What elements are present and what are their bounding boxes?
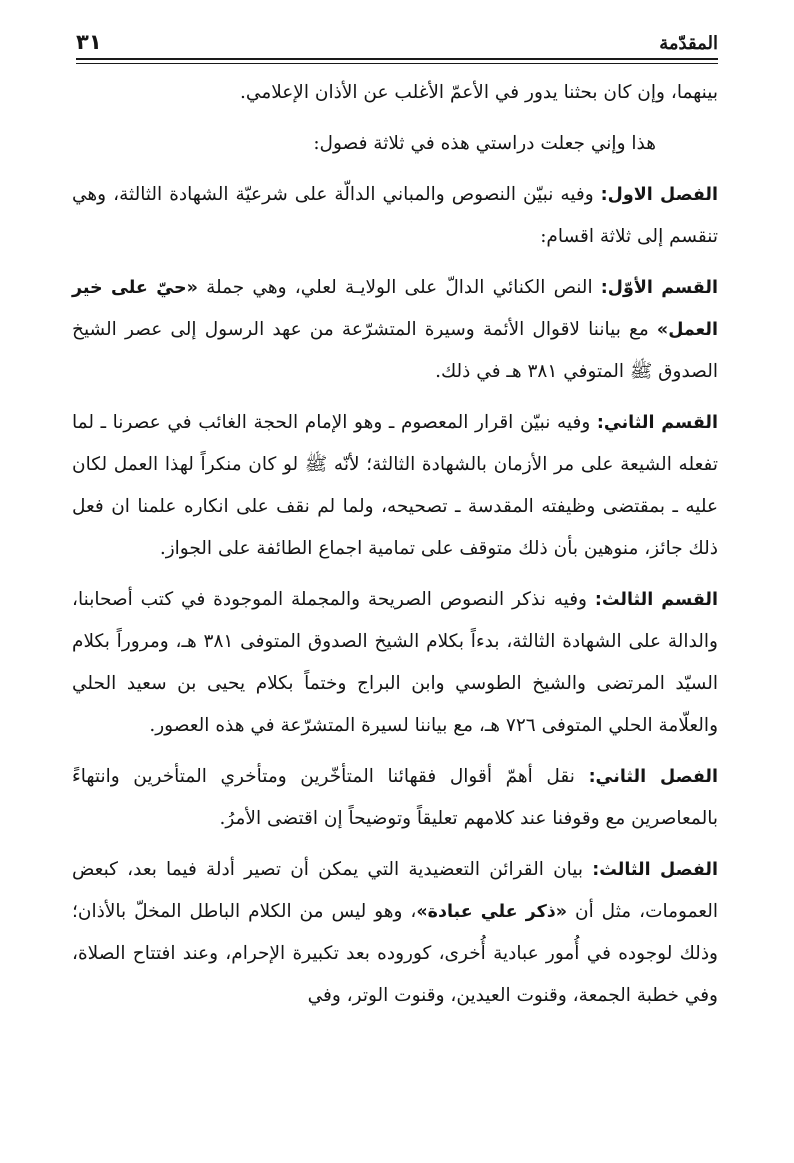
paragraph-section-one: [72, 267, 718, 393]
chapter-three-heading: الفصل الثالث:: [592, 860, 719, 880]
paragraph-chapter-three: [72, 849, 718, 1017]
page-body: [72, 72, 718, 1026]
paragraph-intro: هذا وإني جعلت دراستي هذه في ثلاثة فصول:: [313, 133, 656, 154]
header-rule-thin: [76, 63, 718, 64]
section-one-heading: القسم الأوّل:: [600, 278, 718, 298]
page-number: ٣١: [76, 30, 102, 54]
chapter-three-quote: «ذكر علي عبادة»: [416, 902, 568, 922]
chapter-one-text: وفيه نبيّن النصوص والمباني الدالّة على شرعيّة الشهادة الثالثة، وهي تنقسم إلى ثلاثة اقسام:: [72, 184, 718, 247]
chapter-two-text: نقل أهمّ أقوال فقهائنا المتأخّرين ومتأخري المتأخرين وانتهاءً بالمعاصرين مع وقوفنا عند كلامهم تعليقاً وتوضيحاً إن اقتضى الأمرُ.: [72, 766, 718, 829]
chapter-three-text-b: ، وهو ليس من الكلام الباطل المخلّ بالأذان؛ وذلك لوجوده في أُمور عبادية أُخرى، كوروده بعد تكبيرة الإحرام، وعند افتتاح الصلاة، وفي خطبة الجمعة، وقنوت العيدين، وقنوت الوتر، وفي: [72, 901, 718, 1006]
section-three-heading: القسم الثالث:: [594, 590, 718, 610]
paragraph-section-three: [72, 579, 718, 747]
section-three-text: وفيه نذكر النصوص الصريحة والمجملة الموجودة في كتب أصحابنا، والدالة على الشهادة الثالثة، بدءاً بكلام الشيخ الصدوق المتوفى ٣٨١ هـ، ومروراً بكلام السيّد المرتضى والشيخ الطوسي وابن البراج وختماً بكلام يحيى بن سعيد الحلي والعلّامة الحلي المتوفى ٧٢٦ هـ، مع بياننا لسيرة المتشرّعة في هذه العصور.: [72, 589, 718, 736]
section-one-text-b: مع بياننا لاقوال الأئمة وسيرة المتشرّعة من عهد الرسول إلى عصر الشيخ الصدوق ﷺ المتوفي ٣٨١ هـ في ذلك.: [72, 319, 718, 382]
section-two-heading: القسم الثاني:: [596, 413, 718, 433]
header-rule-thick: [76, 58, 718, 60]
chapter-two-heading: الفصل الثاني:: [588, 767, 718, 787]
paragraph-chapter-two: [72, 756, 718, 840]
paragraph-section-two: [72, 402, 718, 570]
section-one-quote: «حيّ على خير العمل»: [72, 278, 718, 340]
paragraph-chapter-one: [72, 174, 718, 258]
chapter-title: المقدّمة: [659, 33, 718, 54]
paragraph-continuation: بينهما، وإن كان بحثنا يدور في الأعمّ الأغلب عن الأذان الإعلامي.: [240, 82, 718, 103]
chapter-one-heading: الفصل الاول:: [600, 185, 718, 205]
section-two-text: وفيه نبيّن اقرار المعصوم ـ وهو الإمام الحجة الغائب في عصرنا ـ لما تفعله الشيعة على مر الأزمان بالشهادة الثالثة؛ لأنّه ﷺ لو كان منكراً لهذا العمل لكان عليه ـ بمقتضى وظيفته المقدسة ـ تصحيحه، ولما لم نقف على انكاره علمنا ان فعل ذلك جائز، منوهين بأن ذلك متوقف على تمامية اجماع الطائفة على الجواز.: [72, 412, 718, 559]
section-one-text-a: النص الكنائي الدالّ على الولايـة لعلي، وهي جملة: [197, 277, 601, 298]
chapter-three-text-a: بيان القرائن التعضيدية التي يمكن أن تصير أدلة فيما بعد، كبعض العمومات، مثل أن: [72, 859, 718, 922]
running-header: [76, 26, 718, 54]
